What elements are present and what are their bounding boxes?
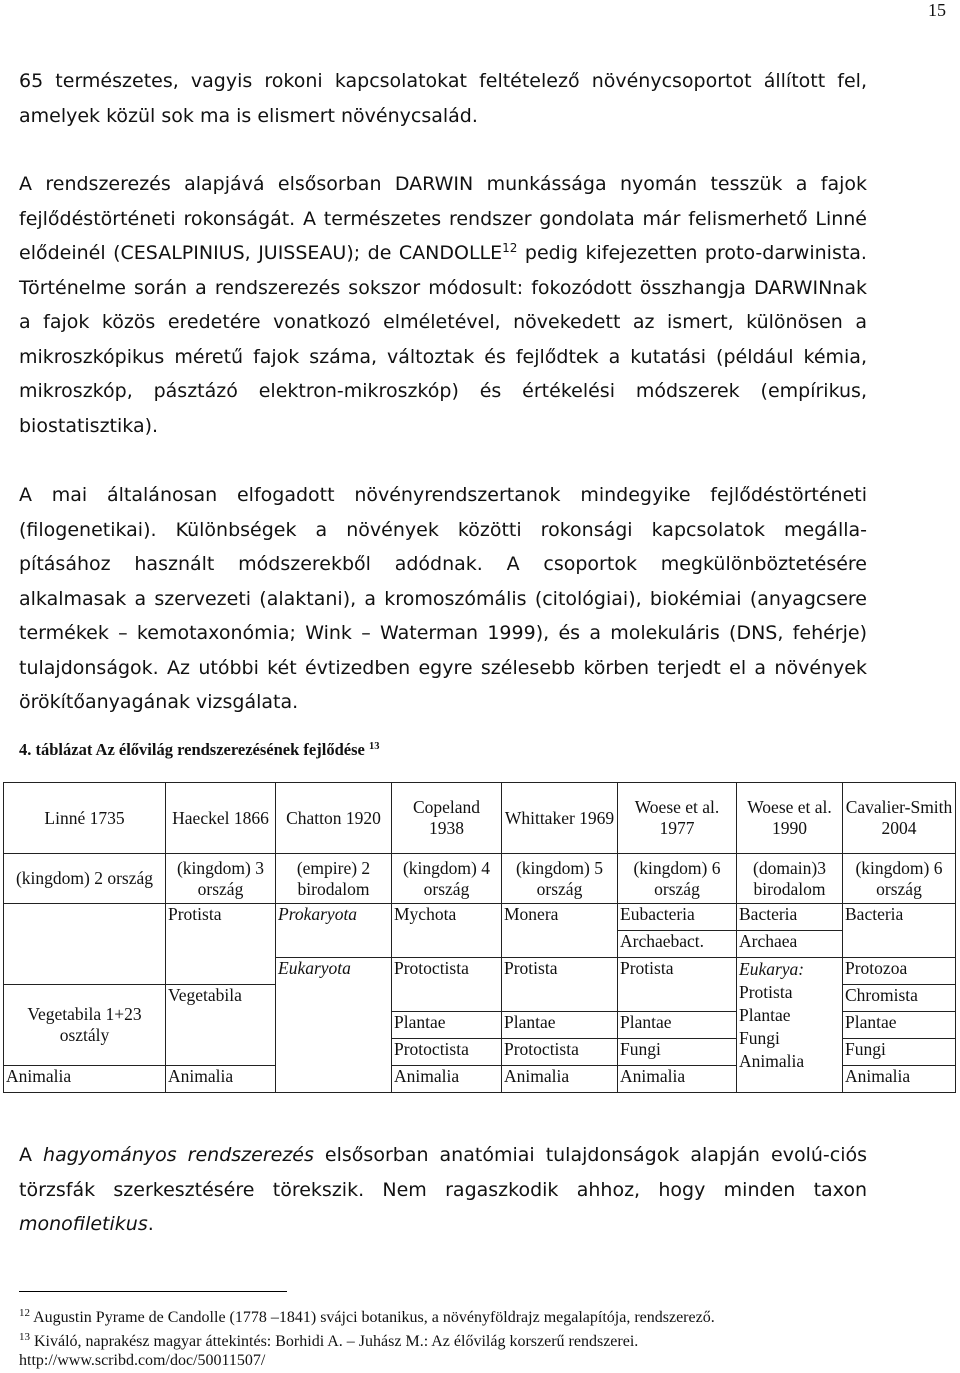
author-darwin-2: DARWIN bbox=[753, 276, 833, 299]
table-cell: Prokaryota bbox=[276, 904, 392, 958]
footnote-url[interactable]: http://www.scribd.com/doc/50011507/ bbox=[19, 1352, 266, 1369]
table-cell: Animalia bbox=[4, 1066, 166, 1093]
rank-cell: (kingdom) 2 ország bbox=[4, 854, 166, 904]
header-cell: Copeland 1938 bbox=[392, 783, 502, 854]
eukarya-protista: Protista bbox=[739, 982, 793, 1002]
footnote-divider bbox=[19, 1291, 287, 1292]
table-cell: Fungi bbox=[618, 1039, 737, 1066]
rank-cell: (empire) 2 birodalom bbox=[276, 854, 392, 904]
table-cell: Chromista bbox=[843, 985, 956, 1012]
footnote-text: Kiváló, naprakész magyar áttekintés: Borhidi A. – Juhász M.: Az élővilág korszerű rendszerei. bbox=[34, 1333, 639, 1350]
rank-cell: (kingdom) 3 ország bbox=[166, 854, 276, 904]
table-cell: Plantae bbox=[618, 1012, 737, 1039]
table-cell: Plantae bbox=[843, 1012, 956, 1039]
table-caption-text: 4. táblázat Az élővilág rendszerezésének fejlődése bbox=[19, 740, 365, 759]
term-hagyomanyos: hagyományos rendszerezés bbox=[43, 1144, 314, 1166]
rank-cell: (kingdom) 5 ország bbox=[502, 854, 618, 904]
table-cell: Vegetabila 1+23 osztály bbox=[4, 985, 166, 1066]
table-cell: Eubacteria bbox=[618, 904, 737, 931]
table-cell: Protista bbox=[618, 958, 737, 1012]
table-cell: Monera bbox=[502, 904, 618, 958]
eukarya-fungi: Fungi bbox=[739, 1028, 780, 1048]
eukarya-animalia: Animalia bbox=[739, 1051, 805, 1071]
paragraph-1: 65 természetes, vagyis rokoni kapcsolatokat feltételező növénycsoportot állított fel, amelyek közül sok ma is elismert növénycsalád. bbox=[19, 70, 867, 127]
header-cell: Haeckel 1866 bbox=[166, 783, 276, 854]
table-cell bbox=[4, 904, 166, 985]
p2-text-b: munkássága nyomán tesszük a fajok fejlődéstörténeti rokonságát. A természetes rendszer gondolata már felismerhető Linné elődeinél ( bbox=[19, 173, 868, 264]
header-cell: Woese et al. 1990 bbox=[737, 783, 843, 854]
table-header-row bbox=[4, 783, 956, 854]
table-caption bbox=[19, 740, 379, 760]
table-rank-row bbox=[4, 854, 956, 904]
table-cell: Bacteria bbox=[843, 904, 956, 958]
table-cell: Animalia bbox=[502, 1066, 618, 1093]
header-cell: Woese et al. 1977 bbox=[618, 783, 737, 854]
rank-cell: (kingdom) 6 ország bbox=[618, 854, 737, 904]
p4-text-a: A bbox=[19, 1144, 44, 1166]
table-cell: Animalia bbox=[843, 1066, 956, 1093]
paragraph-2 bbox=[19, 167, 867, 443]
p2-text-f: nak a fajok közös eredetére vonatkozó elméletével, növekedett az ismert, különösen a mikroszkópikus méretű fajok száma, változtak és fejlődtek a kutatási (például kémia, mikroszkóp, pásztázó elektron-mikroszkóp) és értékelési módszerek (empírikus, biostatisztika). bbox=[19, 276, 867, 437]
term-monofiletikus: monofiletikus bbox=[19, 1213, 148, 1235]
eukarya-label: Eukarya: bbox=[739, 959, 805, 979]
table-cell: Plantae bbox=[392, 1012, 502, 1039]
page-number: 15 bbox=[928, 0, 946, 20]
author-cesalpinius: CESALPINIUS bbox=[120, 242, 245, 264]
table-cell: Protozoa bbox=[843, 958, 956, 985]
table-cell: Animalia bbox=[618, 1066, 737, 1093]
rank-cell: (kingdom) 4 ország bbox=[392, 854, 502, 904]
p4-text-c: . bbox=[147, 1213, 154, 1235]
table-cell: Bacteria bbox=[737, 904, 843, 931]
footnote-ref-12[interactable]: 12 bbox=[502, 241, 518, 255]
table-cell: Protoctista bbox=[392, 958, 502, 1012]
table-cell: Protoctista bbox=[392, 1039, 502, 1066]
header-cell: Chatton 1920 bbox=[276, 783, 392, 854]
table-cell: Animalia bbox=[392, 1066, 502, 1093]
footnote-ref-13[interactable]: 13 bbox=[368, 741, 380, 752]
footnote-number: 12 bbox=[19, 1307, 30, 1319]
p4-text-b: elsősorban anatómiai tulajdonságok alapján evolú-ciós törzsfák szerkesztésére törekszik. Nem ragaszkodik ahhoz, hogy minden taxon bbox=[19, 1144, 867, 1201]
footnote-number: 13 bbox=[19, 1331, 30, 1343]
p2-text-e: pedig kifejezetten proto-darwinista. Történelme során a rendszerezés sokszor módosult: fokozódott összhangja bbox=[19, 242, 867, 299]
table-cell: Protista bbox=[502, 958, 618, 1012]
header-cell: Cavalier-Smith 2004 bbox=[843, 783, 956, 854]
header-cell: Linné 1735 bbox=[4, 783, 166, 854]
classification-table bbox=[3, 782, 956, 1093]
author-darwin: DARWIN bbox=[394, 173, 474, 195]
paragraph-3: A mai általánosan elfogadott növényrendszertanok mindegyike fejlődéstörténeti (filogenetikai). Különbségek a növények közötti rokonsági kapcsolatok megálla-pításához használt módszerekből adódnak. A csoportok megkülönböztetésére alkalmasak a szervezeti (alaktani), a kromoszómális (citológiai), biokémiai (anyagcsere termékek – kemotaxonómia; Wink – Waterman 1999), és a molekuláris (DNS, fehérje) tulajdonságok. Az utóbbi két évtizedben egyre szélesebb körben terjedt el a növények örökítőanyagának vizsgálata. bbox=[19, 484, 867, 713]
author-candolle: CANDOLLE bbox=[398, 242, 503, 264]
table-cell bbox=[737, 958, 843, 1093]
paragraph-4 bbox=[19, 1138, 867, 1242]
table-cell: Mychota bbox=[392, 904, 502, 958]
table-cell: Animalia bbox=[166, 1066, 276, 1093]
table-cell: Plantae bbox=[502, 1012, 618, 1039]
table-cell: Vegetabila bbox=[166, 985, 276, 1066]
footnote-13 bbox=[19, 1328, 919, 1351]
table-cell: Archaebact. bbox=[618, 931, 737, 958]
p2-text-a: A rendszerezés alapjává elsősorban bbox=[19, 173, 395, 195]
table-cell: Eukaryota bbox=[276, 958, 392, 1093]
table-cell: Protoctista bbox=[502, 1039, 618, 1066]
p2-text-c: , bbox=[244, 242, 259, 264]
rank-cell: (kingdom) 6 ország bbox=[843, 854, 956, 904]
footnote-12 bbox=[19, 1304, 919, 1327]
table-row bbox=[4, 904, 956, 931]
footnote-text: Augustin Pyrame de Candolle (1778 –1841) svájci botanikus, a növényföldrajz megalapítója, rendszerező. bbox=[33, 1309, 715, 1326]
p2-text-d: ); de bbox=[346, 242, 399, 264]
table-cell: Archaea bbox=[737, 931, 843, 958]
eukarya-plantae: Plantae bbox=[739, 1005, 791, 1025]
rank-cell: (domain)3 birodalom bbox=[737, 854, 843, 904]
table-cell: Fungi bbox=[843, 1039, 956, 1066]
author-juisseau: JUISSEAU bbox=[258, 242, 347, 264]
table-cell: Protista bbox=[166, 904, 276, 985]
header-cell: Whittaker 1969 bbox=[502, 783, 618, 854]
